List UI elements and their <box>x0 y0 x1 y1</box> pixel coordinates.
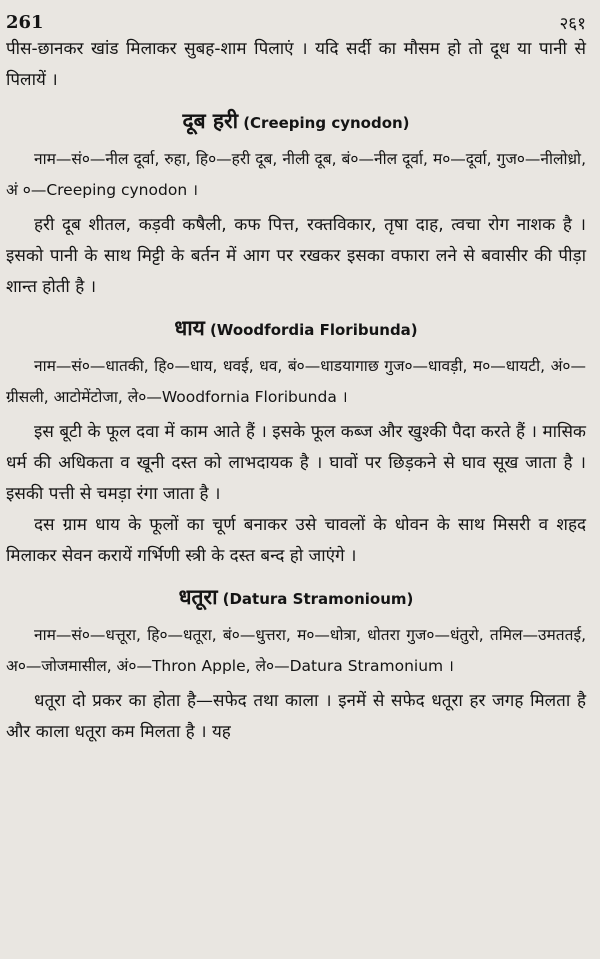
section-title-hindi: दूब हरी <box>182 109 239 133</box>
section-paragraph: हरी दूब शीतल, कड़वी कषैली, कफ पित्त, रक्तविकार, तृषा दाह, त्वचा रोग नाशक है । इसको पानी के साथ मिट्टी के बर्तन में आग पर रखकर इसका वफारा लने से बवासीर की पीड़ा शान्त होती है । <box>6 215 586 297</box>
section-title-english: (Woodfordia Floribunda) <box>209 321 418 339</box>
page-header <box>6 10 586 34</box>
section-heading-dhatura <box>6 580 586 616</box>
section-names: नाम—सं०—धत्तूरा, हि०—धतूरा, बं०—धुत्तरा, म०—धोत्रा, धोतरा गुज०—धंतुरो, तमिल—उमततई, अ०—जोजमासील, अं०—Thron Apple, ले०—Datura Stramonium । <box>6 626 586 675</box>
section-names: नाम—सं०—नील दूर्वा, रुहा, हि०—हरी दूब, नीली दूब, बं०—नील दूर्वा, म०—दूर्वा, गुज०—नीलोध्रो, अं ०—Creeping cynodon । <box>6 150 586 199</box>
page-number-left: 261 <box>6 11 44 33</box>
section-names: नाम—सं०—धातकी, हि०—धाय, धवई, धव, बं०—धाडयागाछ गुज०—धावड़ी, म०—धायटी, अं०—ग्रीसली, आटोमेंटोजा, ले०—Woodfornia Floribunda । <box>6 357 586 406</box>
page-number-right: २६१ <box>559 13 586 34</box>
section-title-hindi: धाय <box>174 316 205 340</box>
section-paragraph: धतूरा दो प्रकर का होता है—सफेद तथा काला । इनमें से सफेद धतूरा हर जगह मिलता है और काला धतूरा कम मिलता है । यह <box>6 691 586 742</box>
section-paragraph: इस बूटी के फूल दवा में काम आते हैं । इसके फूल कब्ज और खुश्की पैदा करते हैं । मासिक धर्म की अधिकता व खूनी दस्त को लाभदायक है । घावों पर छिड़कने से घाव सूख जाता है । इसकी पत्ती से चमड़ा रंगा जाता है । <box>6 422 586 504</box>
section-heading-dhay <box>6 311 586 347</box>
section-paragraph: दस ग्राम धाय के फूलों का चूर्ण बनाकर उसे चावलों के धोवन के साथ मिसरी व शहद मिलाकर सेवन करायें गर्भिणी स्त्री के दस्त बन्द हो जाएंगे । <box>6 515 586 566</box>
section-heading-doob-hari <box>6 104 586 140</box>
section-title-english: (Creeping cynodon) <box>243 114 410 132</box>
intro-paragraph: पीस-छानकर खांड मिलाकर सुबह-शाम पिलाएं । यदि सर्दी का मौसम हो तो दूध या पानी से पिलायें । <box>6 39 586 90</box>
section-title-english: (Datura Stramonioum) <box>222 590 414 608</box>
section-title-hindi: धतूरा <box>178 585 218 609</box>
